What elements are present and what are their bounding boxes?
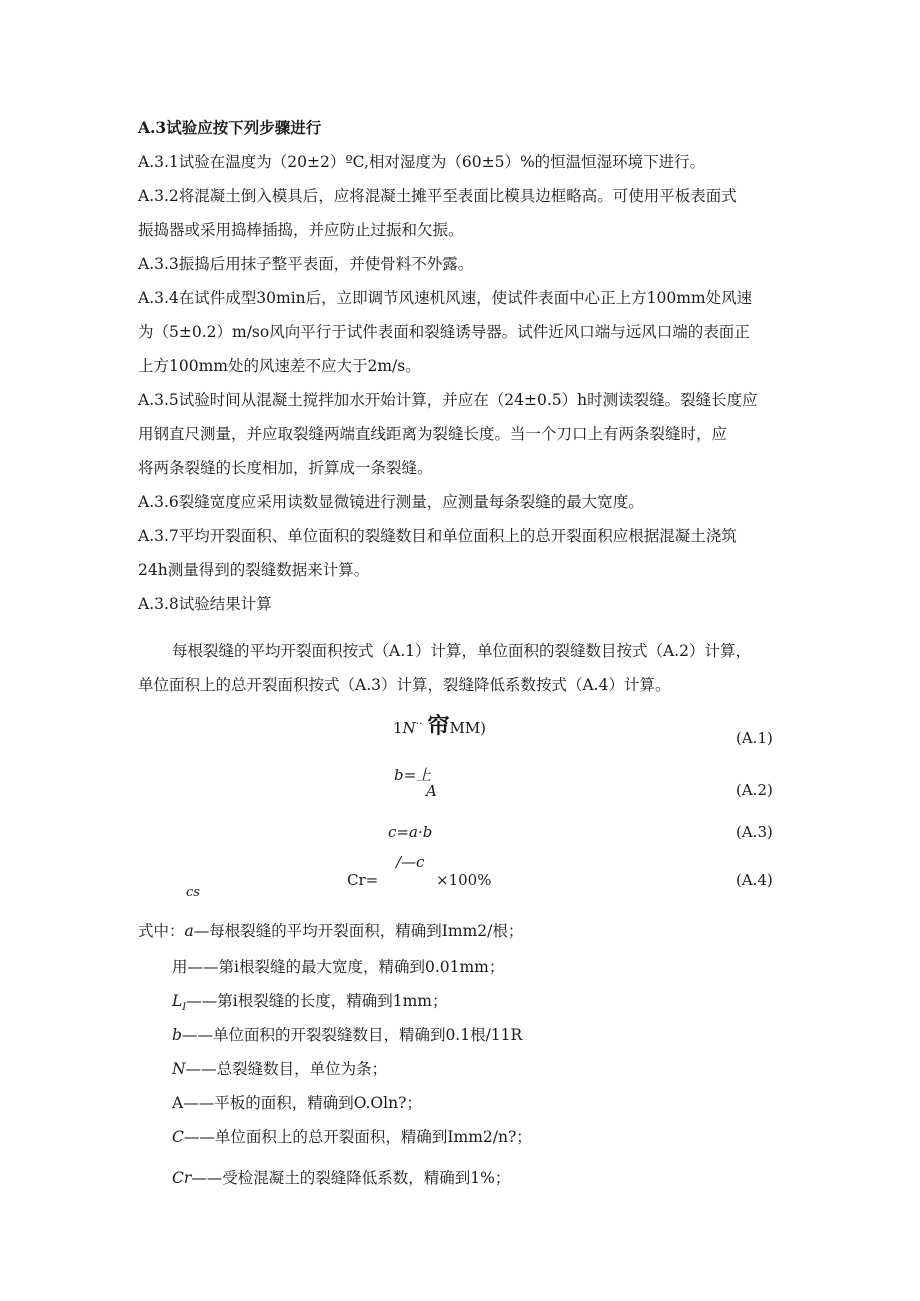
clause-a33: A.3.3振捣后用抹子整平表面，并使骨料不外露。 (138, 255, 474, 273)
definition-n: N——总裂缝数目，单位为条； (172, 1060, 388, 1078)
equation-a4-denominator: cs (186, 885, 200, 900)
clause-a32-line2: 振捣器或采用捣棒插捣，并应防止过振和欠振。 (138, 221, 464, 239)
equation-a4-numerator: /—c (396, 853, 425, 871)
equation-a4-factor: ×100% (436, 871, 492, 889)
definition-w: 用——第i根裂缝的最大宽度，精确到0.01mm； (172, 958, 505, 976)
section-heading: A.3试验应按下列步骤进行 (138, 118, 322, 137)
clause-a37-line1: A.3.7平均开裂面积、单位面积的裂缝数目和单位面积上的总开裂面积应根据混凝土浇筑 (138, 527, 737, 545)
clause-a35-line1: A.3.5试验时间从混凝土搅拌加水开始计算，并应在（24±0.5）h时测读裂缝。裂缝长度应 (138, 391, 758, 409)
equation-number-a3: (A.3) (736, 823, 773, 841)
clause-a31: A.3.1试验在温度为（20±2）ºC,相对湿度为（60±5）%的恒温恒湿环境下进行。 (138, 153, 706, 171)
clause-a34-line2: 为（5±0.2）m/so风向平行于试件表面和裂缝诱导器。试件近风口端与远风口端的表面正 (138, 323, 750, 341)
definition-area: A——平板的面积，精确到O.Oln?； (172, 1094, 422, 1112)
equation-a2-numerator: b=上 (394, 766, 432, 784)
clause-a36: A.3.6裂缝宽度应采用读数显微镜进行测量，应测量每条裂缝的最大宽度。 (138, 493, 644, 511)
definition-l: $L_I——$第i根裂缝的长度，精确到1mm； (172, 992, 448, 1014)
equation-number-a4: (A.4) (736, 871, 773, 889)
equation-a1: 1N·· 帘MM) (393, 713, 487, 739)
equation-number-a1: (A.1) (736, 729, 773, 747)
formula-intro-line1: 每根裂缝的平均开裂面积按式（A.1）计算，单位面积的裂缝数目按式（A.2）计算， (172, 642, 751, 660)
definition-b: b——单位面积的开裂裂缝数目，精确到0.1根/11R (172, 1026, 523, 1044)
equation-number-a2: (A.2) (736, 781, 773, 799)
clause-a35-line2: 用钢直尺测量，并应取裂缝两端直线距离为裂缝长度。当一个刀口上有两条裂缝时，应 (138, 425, 728, 443)
formula-intro-line2: 单位面积上的总开裂面积按式（A.3）计算，裂缝降低系数按式（A.4）计算。 (138, 676, 671, 694)
clause-a38: A.3.8试验结果计算 (138, 595, 272, 613)
clause-a34-line1: A.3.4在试件成型30min后，立即调节风速机风速，使试件表面中心正上方100mm处风速 (138, 289, 753, 307)
clause-a37-line2: 24h测量得到的裂缝数据来计算。 (138, 561, 370, 579)
equation-a4-lhs: Cr= (347, 871, 379, 889)
clause-a35-line3: 将两条裂缝的长度相加，折算成一条裂缝。 (138, 459, 433, 477)
definition-a: 式中：a—每根裂缝的平均开裂面积，精确到Imm2/根； (138, 922, 524, 940)
definition-cr: Cr——受检混凝土的裂缝降低系数，精确到1%； (172, 1169, 511, 1187)
equation-a3: c=a·b (388, 823, 433, 841)
clause-a34-line3: 上方100mm处的风速差不应大于2m/s。 (138, 357, 421, 375)
equation-a2-denominator: A (426, 782, 437, 800)
definition-c: C——单位面积上的总开裂面积，精确到Imm2/n?； (172, 1128, 532, 1146)
clause-a32-line1: A.3.2将混凝土倒入模具后，应将混凝土摊平至表面比模具边框略高。可使用平板表面式 (138, 187, 737, 205)
